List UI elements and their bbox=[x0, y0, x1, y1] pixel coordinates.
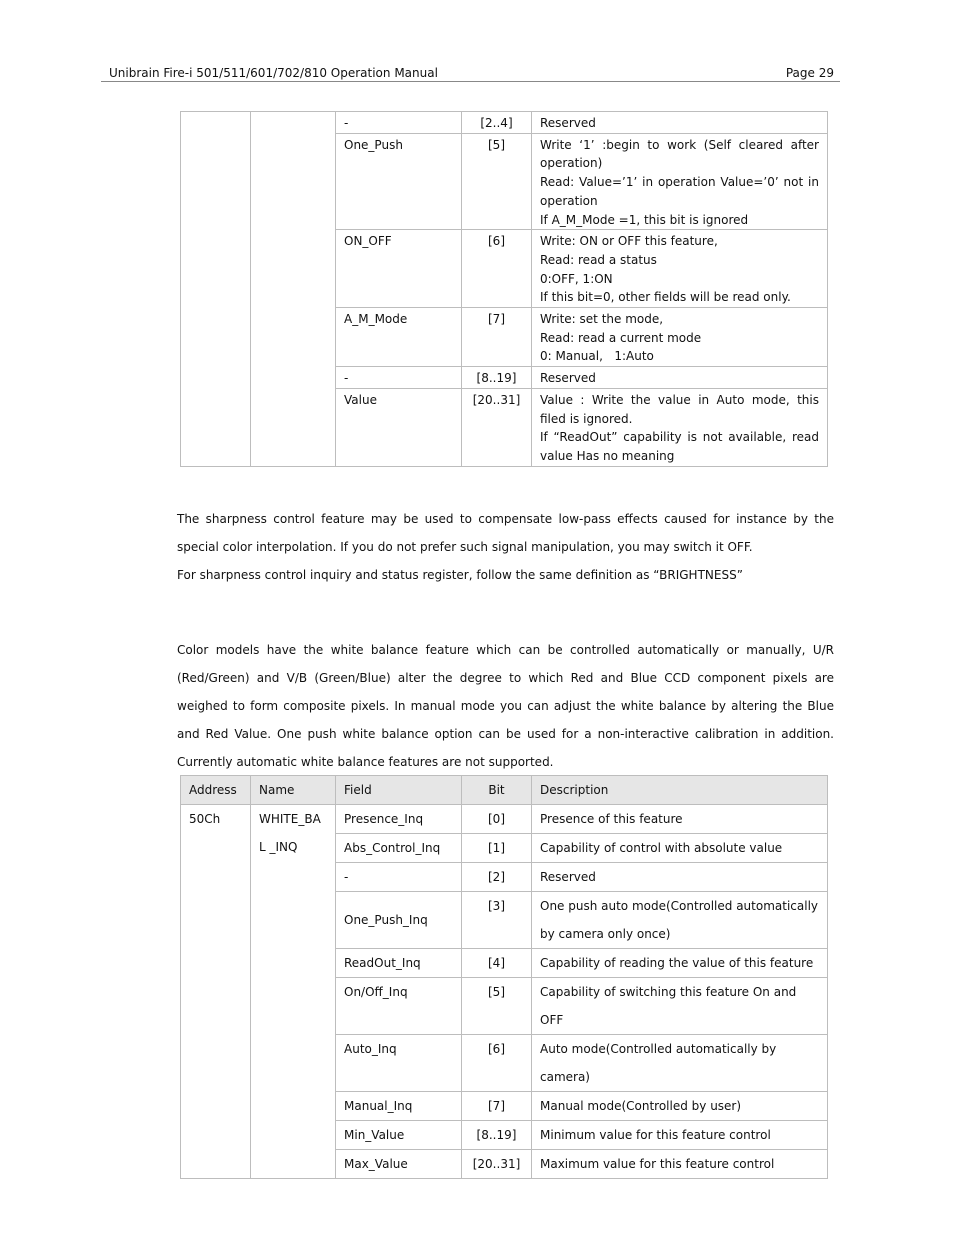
table-row bbox=[181, 112, 828, 134]
field-cell: Manual_Inq bbox=[336, 1092, 462, 1121]
description-line: Read: read a current mode bbox=[540, 330, 702, 345]
bit-cell: [8..19] bbox=[462, 1121, 532, 1150]
description-line: Reserved bbox=[540, 371, 596, 386]
description-line: Write ‘1’ :begin to work (Self cleared after operation) bbox=[540, 137, 819, 171]
white-balance-text: Color models have the white balance feature which can be controlled automatically or manually, U/R (Red/Green) and V/B (Green/Blue) alter the degree to which Red and Blue CCD component pixels are weighed to form composite pixels. In manual mode you can adjust the white balance by altering the Blue and Red Value. One push white balance option can be used for a non-interactive calibration in addition. Currently automatic white balance features are not supported. bbox=[177, 643, 834, 769]
description-line: Write: ON or OFF this feature, bbox=[540, 234, 718, 249]
bit-cell: [5] bbox=[462, 133, 532, 230]
description-cell bbox=[532, 230, 828, 308]
page-header bbox=[101, 64, 840, 82]
field-cell: Auto_Inq bbox=[336, 1035, 462, 1092]
description-line: Value : Write the value in Auto mode, this filed is ignored. bbox=[540, 392, 819, 426]
name-cell: WHITE_BAL _INQ bbox=[251, 805, 336, 1179]
table-header-row bbox=[181, 776, 828, 805]
bit-cell: [1] bbox=[462, 834, 532, 863]
sharpness-text: The sharpness control feature may be used to compensate low-pass effects caused for instance by the special color interpolation. If you do not prefer such signal manipulation, you may switch it OFF. bbox=[177, 512, 834, 554]
address-cell: 50Ch bbox=[181, 805, 251, 1179]
description-cell: Presence of this feature bbox=[532, 805, 828, 834]
white-balance-inquiry-table bbox=[180, 775, 828, 1179]
description-line: 0:OFF, 1:ON bbox=[540, 271, 613, 286]
description-line: Read: read a status bbox=[540, 252, 657, 267]
white-balance-paragraph bbox=[177, 636, 834, 776]
description-line: 0: Manual, 1:Auto bbox=[540, 349, 654, 364]
description-cell bbox=[532, 367, 828, 389]
field-cell: Value bbox=[336, 388, 462, 466]
description-line: Read: Value=’1’ in operation Value=’0’ not in operation bbox=[540, 175, 819, 208]
field-cell: Presence_Inq bbox=[336, 805, 462, 834]
description-line: If A_M_Mode =1, this bit is ignored bbox=[540, 212, 749, 227]
register-table-continued bbox=[180, 111, 828, 467]
description-line: Reserved bbox=[540, 116, 596, 130]
bit-cell: [0] bbox=[462, 805, 532, 834]
column-header-name: Name bbox=[251, 776, 336, 805]
description-line: If this bit=0, other fields will be read only. bbox=[540, 290, 791, 305]
description-line: Write: set the mode, bbox=[540, 312, 664, 327]
description-cell: Capability of switching this feature On and OFF bbox=[532, 978, 828, 1035]
field-cell: - bbox=[336, 367, 462, 389]
bit-cell: [5] bbox=[462, 978, 532, 1035]
field-cell: - bbox=[336, 112, 462, 134]
field-cell: A_M_Mode bbox=[336, 308, 462, 367]
column-header-bit: Bit bbox=[462, 776, 532, 805]
column-header-description: Description bbox=[532, 776, 828, 805]
sharpness-reference-text: For sharpness control inquiry and status register, follow the same definition as “BRIGHTNESS” bbox=[177, 568, 743, 582]
description-cell: Minimum value for this feature control bbox=[532, 1121, 828, 1150]
bit-cell: [7] bbox=[462, 1092, 532, 1121]
field-cell: On/Off_Inq bbox=[336, 978, 462, 1035]
description-cell: Capability of reading the value of this feature bbox=[532, 949, 828, 978]
field-cell: ON_OFF bbox=[336, 230, 462, 308]
description-cell: Capability of control with absolute value bbox=[532, 834, 828, 863]
address-cell bbox=[181, 112, 251, 467]
field-cell: One_Push_Inq bbox=[336, 892, 462, 949]
column-header-field: Field bbox=[336, 776, 462, 805]
bit-cell: [4] bbox=[462, 949, 532, 978]
field-cell: One_Push bbox=[336, 133, 462, 230]
column-header-address: Address bbox=[181, 776, 251, 805]
field-cell: Max_Value bbox=[336, 1150, 462, 1179]
field-cell: ReadOut_Inq bbox=[336, 949, 462, 978]
name-cell bbox=[251, 112, 336, 467]
description-cell bbox=[532, 112, 828, 134]
bit-cell: [2] bbox=[462, 863, 532, 892]
document-title: Unibrain Fire-i 501/511/601/702/810 Operation Manual bbox=[109, 66, 438, 80]
field-cell: Abs_Control_Inq bbox=[336, 834, 462, 863]
bit-cell: [3] bbox=[462, 892, 532, 949]
bit-cell: [7] bbox=[462, 308, 532, 367]
field-cell: Min_Value bbox=[336, 1121, 462, 1150]
description-cell bbox=[532, 308, 828, 367]
bit-cell: [8..19] bbox=[462, 367, 532, 389]
description-cell: Manual mode(Controlled by user) bbox=[532, 1092, 828, 1121]
field-cell: - bbox=[336, 863, 462, 892]
bit-cell: [6] bbox=[462, 1035, 532, 1092]
bit-cell: [2..4] bbox=[462, 112, 532, 134]
description-cell bbox=[532, 388, 828, 466]
page-number: Page 29 bbox=[785, 66, 834, 80]
bit-cell: [6] bbox=[462, 230, 532, 308]
sharpness-paragraph bbox=[177, 505, 834, 589]
table-row bbox=[181, 805, 828, 834]
description-cell: Auto mode(Controlled automatically by camera) bbox=[532, 1035, 828, 1092]
description-cell: One push auto mode(Controlled automatically by camera only once) bbox=[532, 892, 828, 949]
description-cell bbox=[532, 133, 828, 230]
description-cell: Maximum value for this feature control bbox=[532, 1150, 828, 1179]
description-cell: Reserved bbox=[532, 863, 828, 892]
description-line: If “ReadOut” capability is not available, read value Has no meaning bbox=[540, 430, 819, 463]
bit-cell: [20..31] bbox=[462, 388, 532, 466]
bit-cell: [20..31] bbox=[462, 1150, 532, 1179]
